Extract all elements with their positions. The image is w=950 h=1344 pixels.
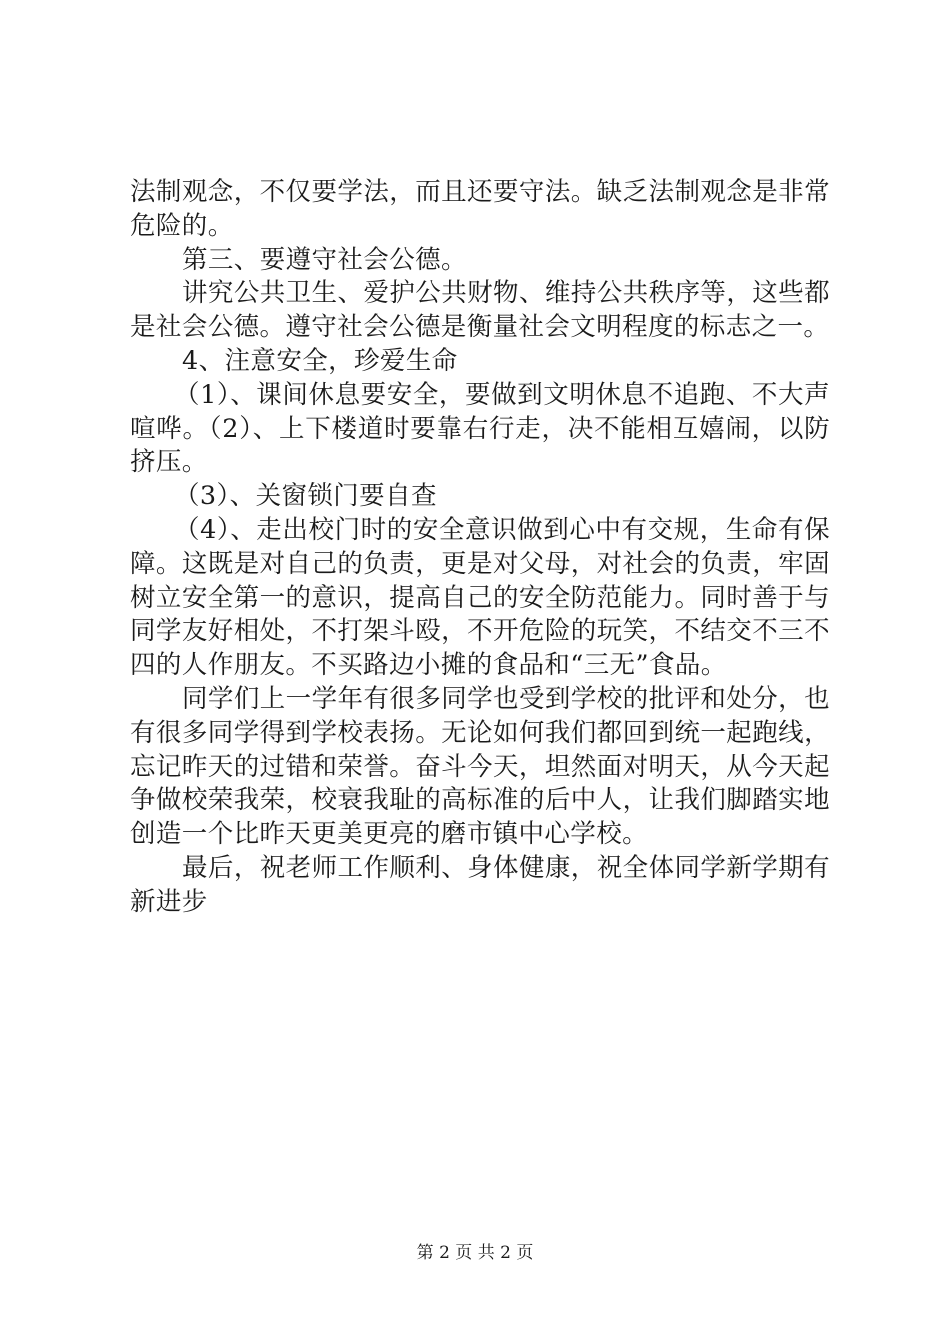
- paragraph-closing: 最后，祝老师工作顺利、身体健康，祝全体同学新学期有新进步: [130, 852, 830, 917]
- paragraph-safety-3: （3）、关窗锁门要自查: [174, 481, 437, 512]
- paragraph-safety-4: （4）、走出校门时的安全意识做到心中有交规，生命有保障。这既是对自己的负责，更是对父母，对社会的负责，牢固树立安全第一的意识，提高自己的安全防范能力。同时善于与同学友好相处，不打架斗殴，不开危险的玩笑，不结交不三不四的人作朋友。不买路边小摊的食品和“三无”食品。: [130, 514, 830, 681]
- page-number-footer: 第 2 页 共 2 页: [416, 1243, 534, 1263]
- paragraph-heading-third: 第三、要遵守社会公德。: [182, 244, 467, 275]
- paragraph-heading-safety: 4、注意安全，珍爱生命: [182, 345, 458, 376]
- document-body: [130, 176, 830, 920]
- paragraph-safety-1-2: （1）、课间休息要安全，要做到文明休息不追跑、不大声喧哗。（2）、上下楼道时要靠右行走，决不能相互嬉闹，以防挤压。: [130, 379, 830, 478]
- paragraph-review: 同学们上一学年有很多同学也受到学校的批评和处分，也有很多同学得到学校表扬。无论如何我们都回到统一起跑线，忘记昨天的过错和荣誉。奋斗今天，坦然面对明天，从今天起争做校荣我荣，校衰我耻的高标准的后中人，让我们脚踏实地创造一个比昨天更美更亮的磨市镇中心学校。: [130, 683, 830, 850]
- paragraph-continuation: 法制观念，不仅要学法，而且还要守法。缺乏法制观念是非常危险的。: [130, 177, 830, 241]
- paragraph-social-ethics: 讲究公共卫生、爱护公共财物、维持公共秩序等，这些都是社会公德。遵守社会公德是衡量社会文明程度的标志之一。: [130, 278, 830, 343]
